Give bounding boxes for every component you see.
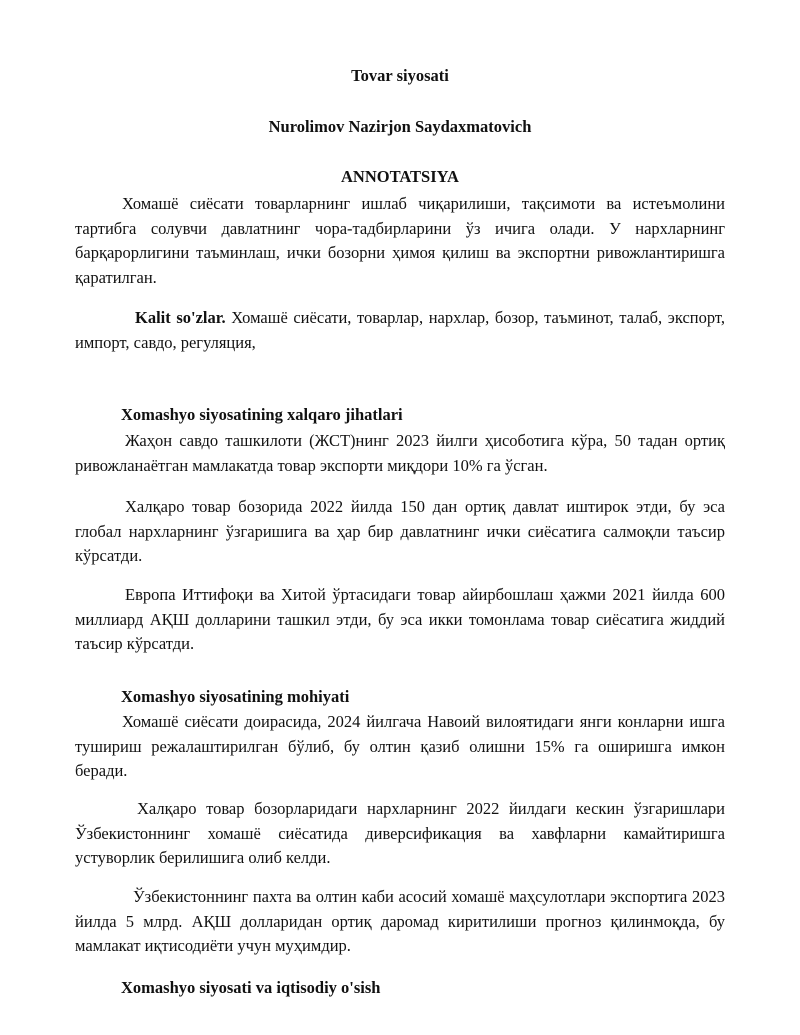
section-heading: Xomashyo siyosatining mohiyati (121, 687, 350, 706)
section-paragraph: Халқаро товар бозорида 2022 йилда 150 дан ортиқ давлат иштирок этди, бу эса глобал нархларнинг ўзгаришига ва ҳар бир давлатнинг ички сиёсатига салмоқли таъсир кўрсатди. (75, 497, 725, 565)
document-title: Tovar siyosati (351, 66, 449, 85)
annotation-paragraph: Хомашё сиёсати товарларнинг ишлаб чиқарилиши, тақсимоти ва истеъмолини тартибга солувчи давлатнинг чора-тадбирларини ўз ичига олади. У нархларнинг барқарорлигини таъминлаш, ички бозорни ҳимоя қилиш ва экспортни ривожлантиришга қаратилган. (75, 194, 725, 287)
author-name: Nurolimov Nazirjon Saydaxmatovich (268, 117, 532, 136)
section-heading: Xomashyo siyosatining xalqaro jihatlari (121, 405, 403, 424)
section-paragraph: Хомашё сиёсати доирасида, 2024 йилгача Навоий вилоятидаги янги конларни ишга тушириш режалаштирилган бўлиб, бу олтин қазиб олишни 15% га оширишга имкон беради. (75, 712, 725, 780)
keywords-label: Kalit so'zlar. (135, 308, 226, 327)
section-heading: Xomashyo siyosati va iqtisodiy o'sish (121, 978, 381, 997)
keywords-text: Хомашё сиёсати, товарлар, нархлар, бозор, таъминот, талаб, экспорт, импорт, савдо, регуляция, (75, 308, 725, 352)
annotation-heading: ANNOTATSIYA (341, 167, 459, 186)
section-paragraph: Европа Иттифоқи ва Хитой ўртасидаги товар айирбошлаш ҳажми 2021 йилда 600 миллиард АҚШ долларини ташкил этди, бу эса икки томонлама товар сиёсатига жиддий таъсир кўрсатди. (75, 585, 725, 653)
section-paragraph: Ўзбекистоннинг пахта ва олтин каби асосий хомашё маҳсулотлари экспортига 2023 йилда 5 млрд. АҚШ долларидан ортиқ даромад киритилиши прогноз қилинмоқда, бу мамлакат иқтисодиёти учун муҳимдир. (75, 887, 725, 955)
keywords-paragraph (75, 306, 725, 355)
section-paragraph: Халқаро товар бозорларидаги нархларнинг 2022 йилдаги кескин ўзгаришлари Ўзбекистоннинг хомашё сиёсатида диверсификация ва хавфларни камайтиришга устуворлик берилишига олиб келди. (75, 799, 725, 867)
section-paragraph: Жаҳон савдо ташкилоти (ЖСТ)нинг 2023 йилги ҳисоботига кўра, 50 тадан ортиқ ривожланаётган мамлакатда товар экспорти миқдори 10% га ўсган. (75, 431, 725, 475)
